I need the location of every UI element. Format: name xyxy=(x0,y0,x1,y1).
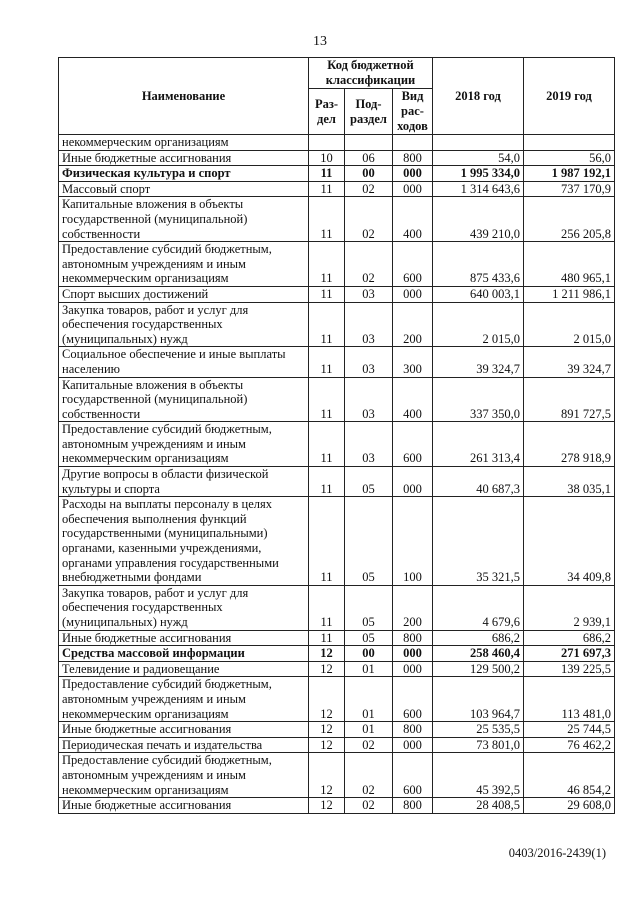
header-year-2019: 2019 год xyxy=(524,58,615,135)
row-name: Капитальные вложения в объекты государственной (муниципальной) собственности xyxy=(59,377,309,422)
row-razdel: 11 xyxy=(309,242,345,287)
document-number: 0403/2016-2439(1) xyxy=(508,846,606,860)
row-razdel: 11 xyxy=(309,166,345,182)
row-podrazdel: 05 xyxy=(345,467,393,497)
row-name: Иные бюджетные ассигнования xyxy=(59,150,309,166)
row-vid: 000 xyxy=(393,661,433,677)
table-row xyxy=(59,302,615,347)
row-vid: 800 xyxy=(393,630,433,646)
row-value-2018: 28 408,5 xyxy=(433,798,524,814)
row-vid xyxy=(393,135,433,151)
table-row xyxy=(59,135,615,151)
row-value-2019: 25 744,5 xyxy=(524,722,615,738)
row-podrazdel: 02 xyxy=(345,737,393,753)
row-value-2018: 1 995 334,0 xyxy=(433,166,524,182)
table-row xyxy=(59,347,615,377)
table-row xyxy=(59,753,615,798)
header-podrazdel: Под-раздел xyxy=(345,89,393,135)
table-row xyxy=(59,150,615,166)
row-value-2019: 56,0 xyxy=(524,150,615,166)
row-podrazdel: 06 xyxy=(345,150,393,166)
row-value-2018: 40 687,3 xyxy=(433,467,524,497)
row-value-2018: 1 314 643,6 xyxy=(433,181,524,197)
row-name: Иные бюджетные ассигнования xyxy=(59,798,309,814)
row-value-2019: 29 608,0 xyxy=(524,798,615,814)
row-podrazdel: 02 xyxy=(345,181,393,197)
table-row xyxy=(59,467,615,497)
row-vid: 000 xyxy=(393,166,433,182)
row-razdel: 12 xyxy=(309,722,345,738)
row-vid: 200 xyxy=(393,585,433,630)
row-value-2019: 139 225,5 xyxy=(524,661,615,677)
row-razdel: 12 xyxy=(309,798,345,814)
table-row xyxy=(59,798,615,814)
row-name: Предоставление субсидий бюджетным, автономным учреждениям и иным некоммерческим организациям xyxy=(59,422,309,467)
row-podrazdel: 03 xyxy=(345,286,393,302)
row-name: Закупка товаров, работ и услуг для обеспечения государственных (муниципальных) нужд xyxy=(59,585,309,630)
header-vid-rashodov: Вид рас-ходов xyxy=(393,89,433,135)
row-razdel: 10 xyxy=(309,150,345,166)
table-row xyxy=(59,422,615,467)
row-value-2018: 875 433,6 xyxy=(433,242,524,287)
row-podrazdel: 02 xyxy=(345,197,393,242)
row-name: Массовый спорт xyxy=(59,181,309,197)
row-value-2018: 25 535,5 xyxy=(433,722,524,738)
row-value-2019: 256 205,8 xyxy=(524,197,615,242)
row-value-2018: 337 350,0 xyxy=(433,377,524,422)
row-name: Средства массовой информации xyxy=(59,646,309,662)
table-row xyxy=(59,242,615,287)
row-vid: 000 xyxy=(393,646,433,662)
row-vid: 300 xyxy=(393,347,433,377)
row-podrazdel: 03 xyxy=(345,422,393,467)
row-vid: 000 xyxy=(393,737,433,753)
table-body xyxy=(59,135,615,814)
row-podrazdel: 05 xyxy=(345,630,393,646)
row-value-2019: 480 965,1 xyxy=(524,242,615,287)
row-value-2018: 54,0 xyxy=(433,150,524,166)
row-razdel: 12 xyxy=(309,677,345,722)
row-value-2018: 129 500,2 xyxy=(433,661,524,677)
row-vid: 600 xyxy=(393,242,433,287)
row-value-2019: 46 854,2 xyxy=(524,753,615,798)
row-value-2019: 1 987 192,1 xyxy=(524,166,615,182)
row-razdel: 12 xyxy=(309,737,345,753)
row-podrazdel: 01 xyxy=(345,661,393,677)
table-row xyxy=(59,661,615,677)
row-value-2019 xyxy=(524,135,615,151)
row-vid: 600 xyxy=(393,422,433,467)
row-vid: 800 xyxy=(393,150,433,166)
row-vid: 800 xyxy=(393,798,433,814)
row-podrazdel: 02 xyxy=(345,798,393,814)
row-value-2019: 76 462,2 xyxy=(524,737,615,753)
row-name: Социальное обеспечение и иные выплаты населению xyxy=(59,347,309,377)
row-vid: 400 xyxy=(393,197,433,242)
row-value-2019: 686,2 xyxy=(524,630,615,646)
row-name: Другие вопросы в области физической культуры и спорта xyxy=(59,467,309,497)
row-razdel: 11 xyxy=(309,286,345,302)
table-row xyxy=(59,630,615,646)
row-value-2018: 439 210,0 xyxy=(433,197,524,242)
row-value-2018 xyxy=(433,135,524,151)
row-name: Спорт высших достижений xyxy=(59,286,309,302)
row-podrazdel: 05 xyxy=(345,497,393,586)
table-row xyxy=(59,722,615,738)
row-podrazdel: 03 xyxy=(345,302,393,347)
row-razdel: 11 xyxy=(309,181,345,197)
table-row xyxy=(59,166,615,182)
row-name: Периодическая печать и издательства xyxy=(59,737,309,753)
row-value-2018: 258 460,4 xyxy=(433,646,524,662)
row-podrazdel xyxy=(345,135,393,151)
row-vid: 200 xyxy=(393,302,433,347)
row-name: некоммерческим организациям xyxy=(59,135,309,151)
row-name: Предоставление субсидий бюджетным, автономным учреждениям и иным некоммерческим организациям xyxy=(59,242,309,287)
row-razdel: 11 xyxy=(309,422,345,467)
row-razdel: 11 xyxy=(309,630,345,646)
table-row xyxy=(59,646,615,662)
row-name: Предоставление субсидий бюджетным, автономным учреждениям и иным некоммерческим организациям xyxy=(59,677,309,722)
header-year-2018: 2018 год xyxy=(433,58,524,135)
header-code-group: Код бюджетной классификации xyxy=(309,58,433,89)
table-row xyxy=(59,497,615,586)
row-podrazdel: 03 xyxy=(345,347,393,377)
row-value-2018: 686,2 xyxy=(433,630,524,646)
row-name: Расходы на выплаты персоналу в целях обеспечения выполнения функций государственными (муниципальными) органами, казенными учреждениями, органами управления государственными внебюджетными фондами xyxy=(59,497,309,586)
row-vid: 000 xyxy=(393,286,433,302)
row-value-2018: 4 679,6 xyxy=(433,585,524,630)
row-podrazdel: 00 xyxy=(345,646,393,662)
header-razdel: Раз-дел xyxy=(309,89,345,135)
row-value-2019: 2 015,0 xyxy=(524,302,615,347)
row-name: Физическая культура и спорт xyxy=(59,166,309,182)
row-razdel: 11 xyxy=(309,377,345,422)
row-razdel xyxy=(309,135,345,151)
row-razdel: 12 xyxy=(309,646,345,662)
row-razdel: 11 xyxy=(309,302,345,347)
row-vid: 800 xyxy=(393,722,433,738)
row-value-2018: 39 324,7 xyxy=(433,347,524,377)
row-vid: 000 xyxy=(393,467,433,497)
row-value-2018: 45 392,5 xyxy=(433,753,524,798)
row-value-2019: 113 481,0 xyxy=(524,677,615,722)
row-razdel: 11 xyxy=(309,467,345,497)
row-podrazdel: 01 xyxy=(345,677,393,722)
table-row xyxy=(59,585,615,630)
row-podrazdel: 05 xyxy=(345,585,393,630)
row-value-2019: 737 170,9 xyxy=(524,181,615,197)
table-row xyxy=(59,677,615,722)
row-value-2018: 2 015,0 xyxy=(433,302,524,347)
header-name: Наименование xyxy=(59,58,309,135)
row-value-2019: 2 939,1 xyxy=(524,585,615,630)
row-razdel: 12 xyxy=(309,753,345,798)
row-vid: 600 xyxy=(393,753,433,798)
table-row xyxy=(59,181,615,197)
row-razdel: 11 xyxy=(309,497,345,586)
row-value-2018: 103 964,7 xyxy=(433,677,524,722)
row-name: Капитальные вложения в объекты государственной (муниципальной) собственности xyxy=(59,197,309,242)
row-value-2019: 38 035,1 xyxy=(524,467,615,497)
row-name: Иные бюджетные ассигнования xyxy=(59,722,309,738)
row-value-2018: 640 003,1 xyxy=(433,286,524,302)
row-value-2019: 271 697,3 xyxy=(524,646,615,662)
row-podrazdel: 02 xyxy=(345,242,393,287)
row-value-2018: 73 801,0 xyxy=(433,737,524,753)
row-vid: 600 xyxy=(393,677,433,722)
row-razdel: 11 xyxy=(309,585,345,630)
row-value-2018: 35 321,5 xyxy=(433,497,524,586)
row-podrazdel: 02 xyxy=(345,753,393,798)
row-podrazdel: 01 xyxy=(345,722,393,738)
row-value-2018: 261 313,4 xyxy=(433,422,524,467)
table-row xyxy=(59,737,615,753)
row-vid: 000 xyxy=(393,181,433,197)
row-vid: 400 xyxy=(393,377,433,422)
row-value-2019: 891 727,5 xyxy=(524,377,615,422)
row-value-2019: 34 409,8 xyxy=(524,497,615,586)
row-value-2019: 39 324,7 xyxy=(524,347,615,377)
row-vid: 100 xyxy=(393,497,433,586)
row-podrazdel: 03 xyxy=(345,377,393,422)
table-row xyxy=(59,377,615,422)
row-razdel: 11 xyxy=(309,347,345,377)
budget-table xyxy=(58,57,615,814)
row-name: Телевидение и радиовещание xyxy=(59,661,309,677)
row-name: Иные бюджетные ассигнования xyxy=(59,630,309,646)
row-razdel: 11 xyxy=(309,197,345,242)
table-row xyxy=(59,197,615,242)
table-row xyxy=(59,286,615,302)
row-name: Предоставление субсидий бюджетным, автономным учреждениям и иным некоммерческим организациям xyxy=(59,753,309,798)
row-value-2019: 1 211 986,1 xyxy=(524,286,615,302)
row-razdel: 12 xyxy=(309,661,345,677)
row-podrazdel: 00 xyxy=(345,166,393,182)
row-value-2019: 278 918,9 xyxy=(524,422,615,467)
row-name: Закупка товаров, работ и услуг для обеспечения государственных (муниципальных) нужд xyxy=(59,302,309,347)
page-number: 13 xyxy=(313,34,327,49)
